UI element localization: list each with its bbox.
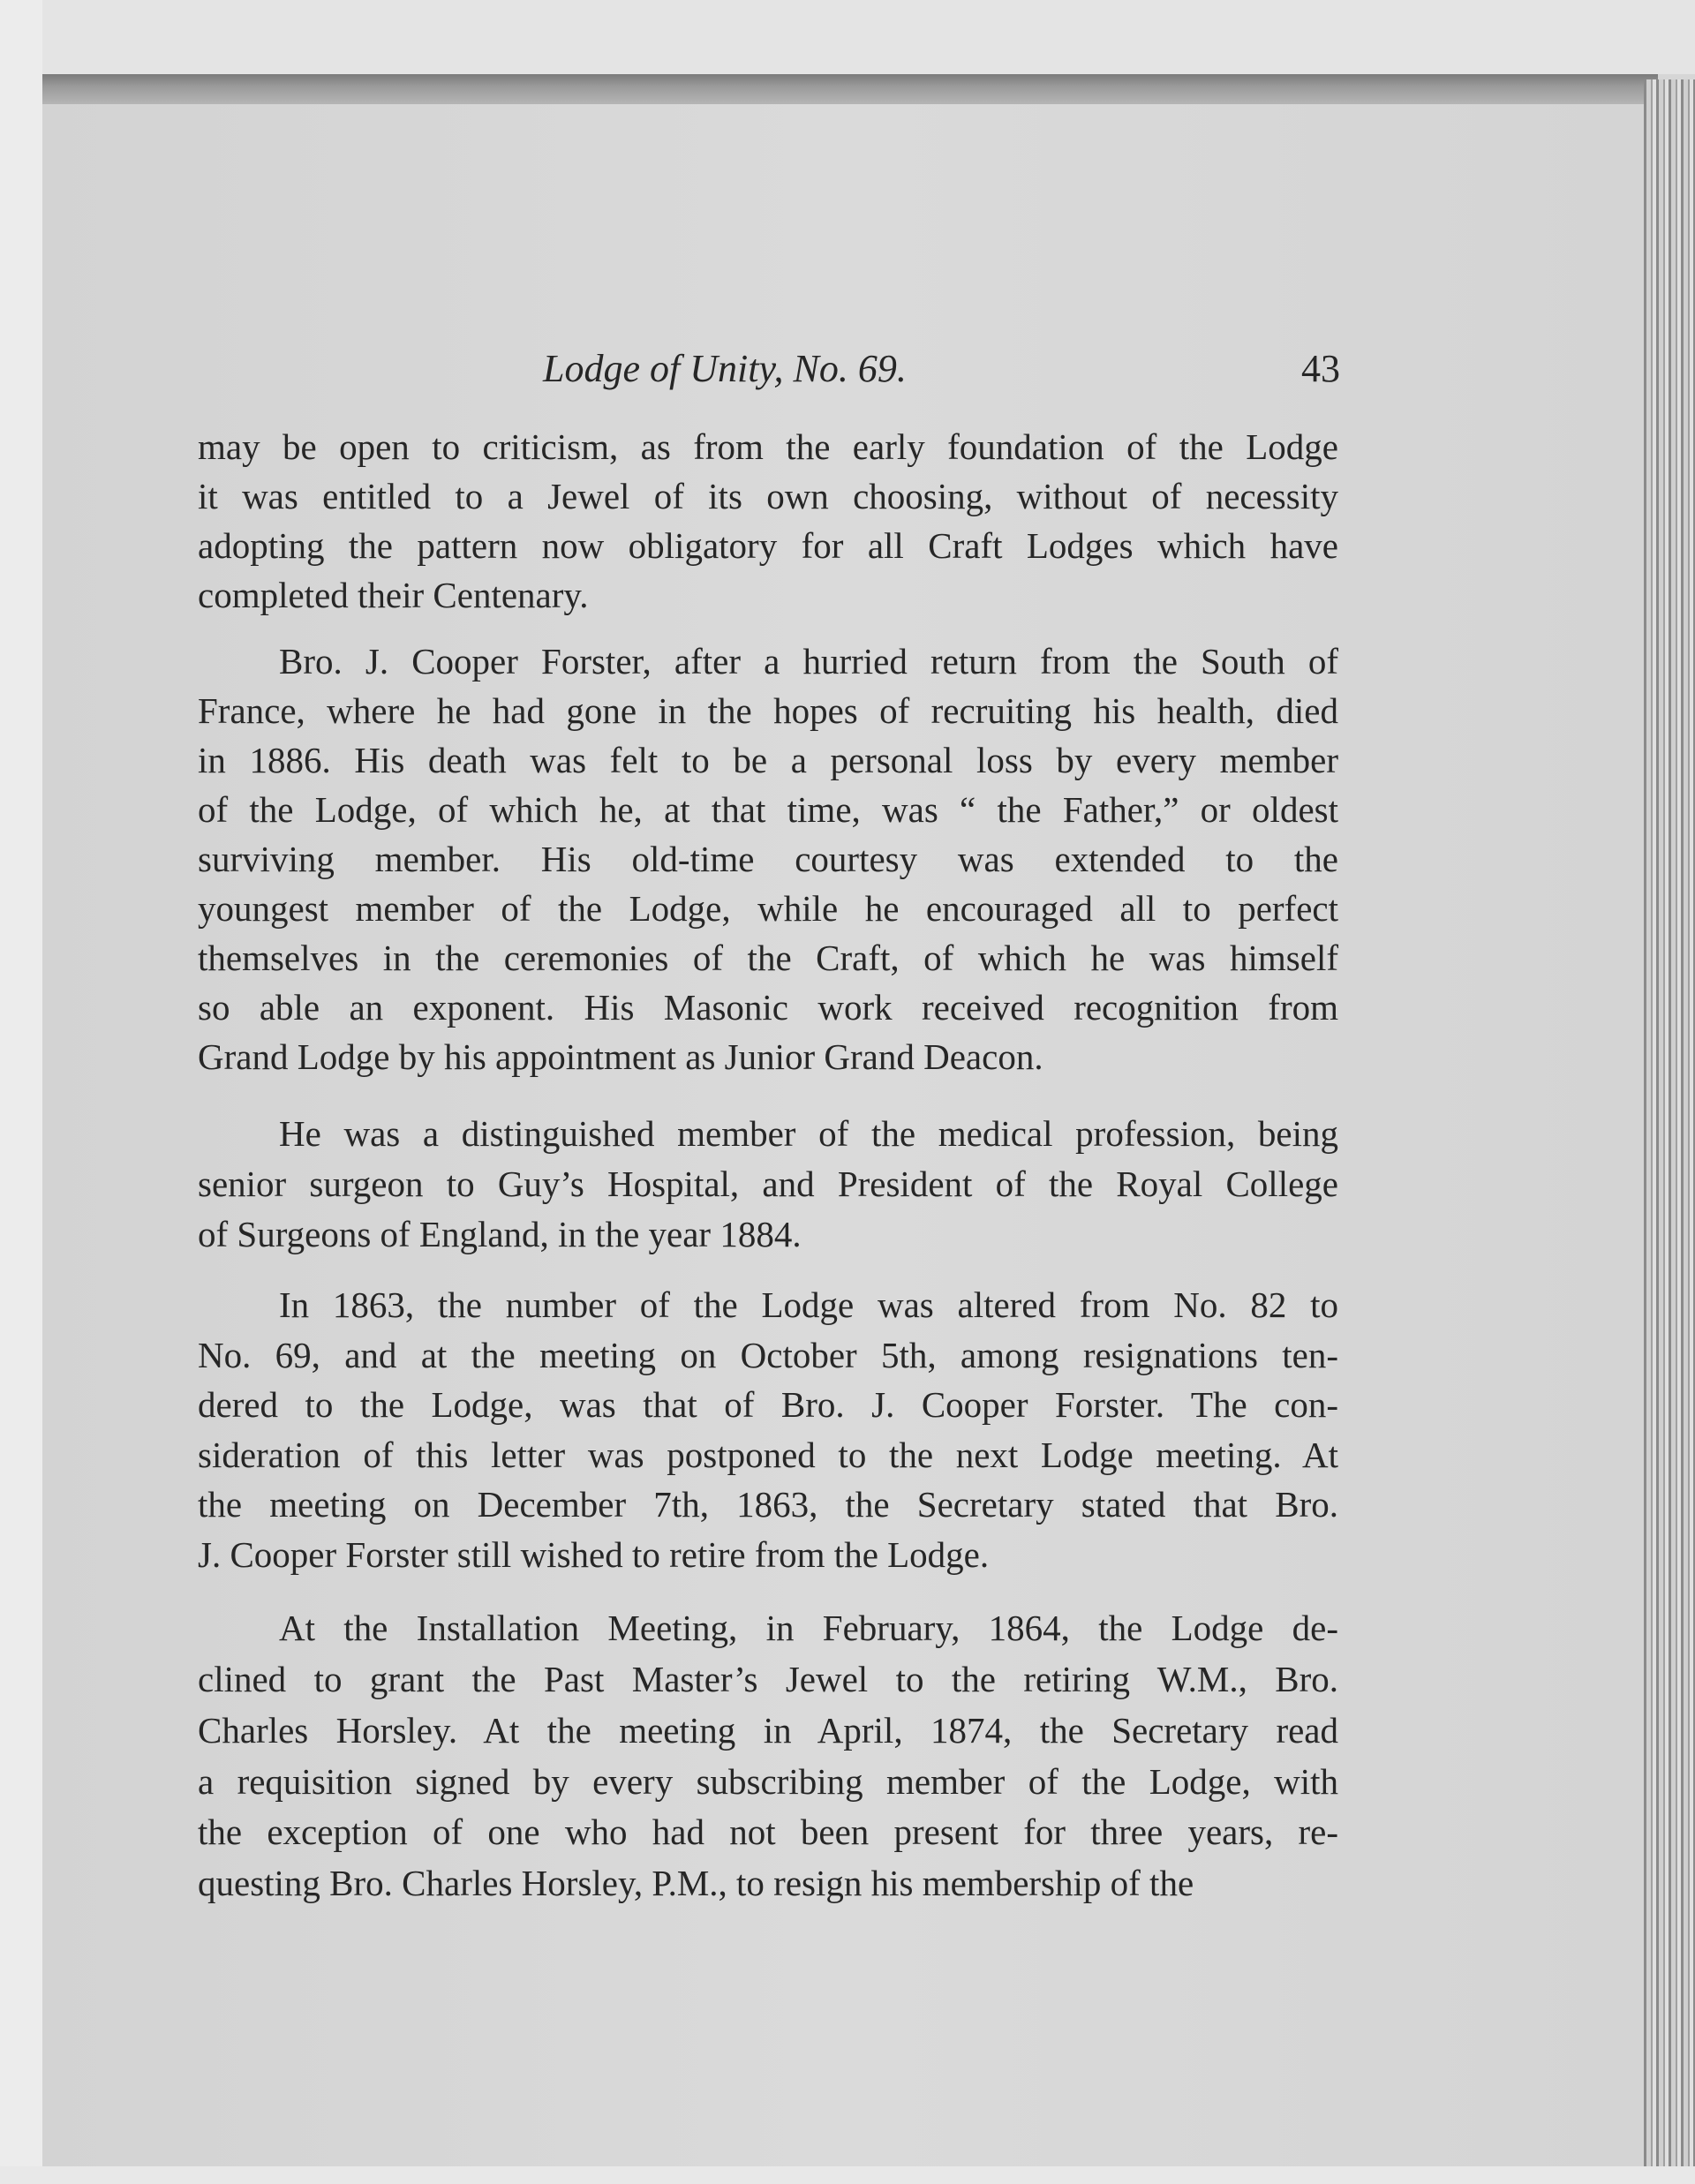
text-line: clined to grant the Past Master’s Jewel to the retiring W.M., Bro.: [198, 1659, 1338, 1699]
scan-background-top: [0, 0, 1695, 74]
text-line: He was a distinguished member of the medical profession, being: [279, 1113, 1338, 1155]
text-line: Charles Horsley. At the meeting in April, 1874, the Secretary read: [198, 1709, 1338, 1751]
text-line: youngest member of the Lodge, while he encouraged all to perfect: [198, 888, 1338, 930]
text-line: sideration of this letter was postponed to the next Lodge meeting. At: [198, 1434, 1338, 1475]
text-line: J. Cooper Forster still wished to retire from the Lodge.: [198, 1533, 990, 1575]
text-line: dered to the Lodge, was that of Bro. J. Cooper Forster. The con-: [198, 1384, 1338, 1426]
text-line: surviving member. His old-time courtesy was extended to the: [198, 839, 1338, 880]
text-line: a requisition signed by every subscribing member of the Lodge, with: [198, 1760, 1338, 1802]
text-line: Bro. J. Cooper Forster, after a hurried return from the South of: [279, 641, 1338, 682]
text-line: adopting the pattern now obligatory for all Craft Lodges which have: [198, 525, 1338, 567]
text-line: At the Installation Meeting, in February, 1864, the Lodge de-: [279, 1608, 1338, 1649]
text-line: France, where he had gone in the hopes of recruiting his health, died: [198, 690, 1338, 732]
text-line: may be open to criticism, as from the early foundation of the Lodge: [198, 426, 1338, 468]
text-line: of the Lodge, of which he, at that time, was “ the Father,” or oldest: [198, 789, 1338, 831]
text-line: themselves in the ceremonies of the Craft, of which he was himself: [198, 938, 1338, 979]
text-line: Grand Lodge by his appointment as Junior Grand Deacon.: [198, 1036, 1043, 1078]
text-line: completed their Centenary.: [198, 575, 589, 616]
text-line: of Surgeons of England, in the year 1884.: [198, 1213, 802, 1254]
text-line: questing Bro. Charles Horsley, P.M., to resign his membership of the: [198, 1863, 1194, 1904]
text-line: No. 69, and at the meeting on October 5th, among resignations ten-: [198, 1334, 1338, 1375]
text-line: so able an exponent. His Masonic work received recognition from: [198, 987, 1338, 1028]
page-number: 43: [1301, 347, 1340, 390]
text-line: In 1863, the number of the Lodge was altered from No. 82 to: [279, 1284, 1338, 1326]
scan-background-left: [0, 0, 42, 2184]
book-top-edge: [42, 74, 1658, 104]
book-page-edges: [1644, 79, 1695, 2184]
scan-background-bottom: [0, 2166, 1695, 2184]
text-line: the exception of one who had not been present for three years, re-: [198, 1811, 1338, 1853]
text-line: in 1886. His death was felt to be a personal loss by every member: [198, 740, 1338, 781]
running-title: Lodge of Unity, No. 69.: [543, 347, 907, 390]
text-line: it was entitled to a Jewel of its own choosing, without of necessity: [198, 476, 1338, 517]
text-line: senior surgeon to Guy’s Hospital, and President of the Royal College: [198, 1163, 1338, 1204]
text-line: the meeting on December 7th, 1863, the Secretary stated that Bro.: [198, 1484, 1338, 1525]
